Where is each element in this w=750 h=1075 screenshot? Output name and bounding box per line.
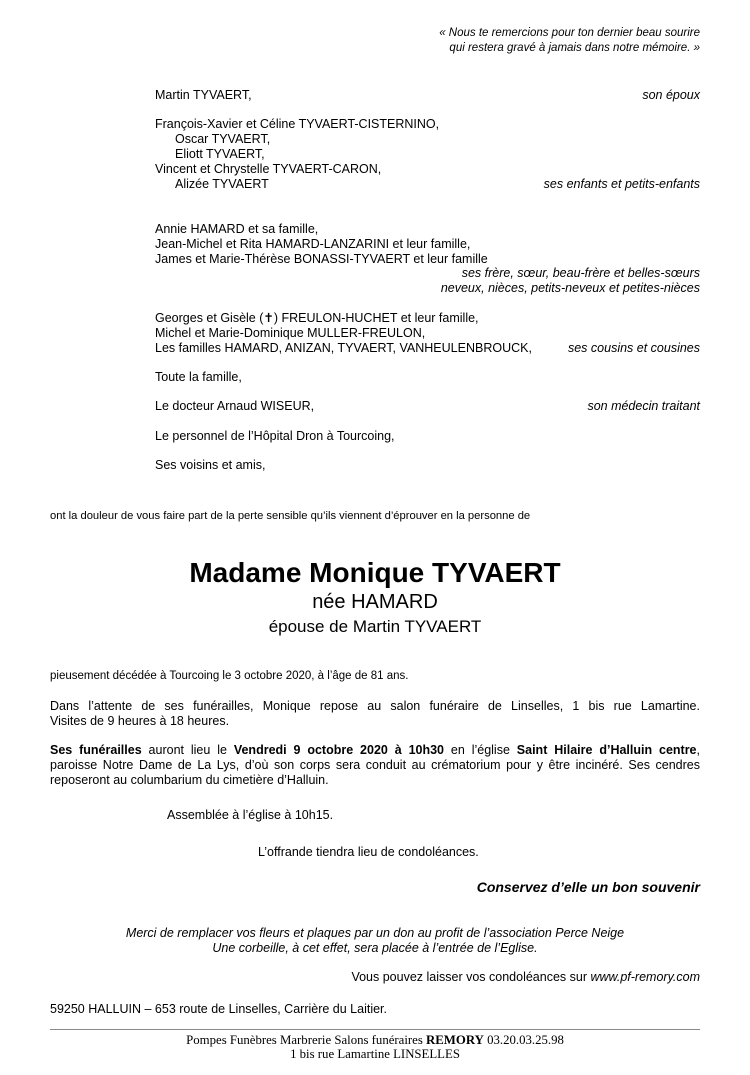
footer-address: 1 bis rue Lamartine LINSELLES — [290, 1047, 460, 1061]
cousin-name: Les familles HAMARD, ANIZAN, TYVAERT, VANHEULENBROUCK, — [155, 341, 532, 355]
gathering-time: Assemblée à l’église à 10h15. — [167, 808, 334, 822]
condolences-text: Vous pouvez laisser vos condoléances sur — [351, 970, 587, 984]
funeral-details-line — [50, 743, 700, 758]
spouse-relation: son époux — [642, 88, 700, 102]
deceased-name: Madame Monique TYVAERT — [189, 557, 561, 588]
child-name: Vincent et Chrystelle TYVAERT-CARON, — [155, 162, 382, 176]
epigraph-line: qui restera gravé à jamais dans notre mémoire. » — [449, 42, 700, 54]
children-relation: ses enfants et petits-enfants — [543, 177, 700, 191]
death-details: pieusement décédée à Tourcoing le 3 octobre 2020, à l’âge de 81 ans. — [50, 670, 409, 682]
donation-request: Une corbeille, à cet effet, sera placée à l’entrée de l’Eglise. — [212, 941, 538, 955]
hospital-staff-line: Le personnel de l’Hôpital Dron à Tourcoing, — [155, 429, 395, 443]
funeral-church: Saint Hilaire d’Halluin centre — [516, 743, 697, 757]
neighbours-line: Ses voisins et amis, — [155, 458, 266, 472]
cousin-name: Michel et Marie-Dominique MULLER-FREULON, — [155, 326, 426, 340]
maiden-name: née HAMARD — [312, 591, 438, 613]
condolences-note — [351, 970, 700, 985]
grandchild-name: Oscar TYVAERT, — [175, 132, 271, 146]
cousin-name: Georges et Gisèle (✝) FREULON-HUCHET et leur famille, — [155, 311, 479, 325]
funeral-text: auront lieu le — [148, 743, 227, 757]
funeral-label: Ses funérailles — [50, 743, 142, 757]
donation-request: Merci de remplacer vos fleurs et plaques par un don au profit de l’association Perce Neige — [125, 926, 625, 940]
footer-divider — [50, 1029, 700, 1030]
spouse-of-line: épouse de Martin TYVAERT — [268, 617, 482, 636]
child-name: François-Xavier et Céline TYVAERT-CISTERNINO, — [155, 117, 440, 131]
footer-company-line — [0, 1033, 750, 1047]
doctor-name: Le docteur Arnaud WISEUR, — [155, 399, 315, 413]
sibling-name: James et Marie-Thérèse BONASSI-TYVAERT et leur famille — [155, 252, 488, 266]
grandchild-name: Eliott TYVAERT, — [175, 147, 265, 161]
sibling-name: Annie HAMARD et sa famille, — [155, 222, 319, 236]
funeral-details-line: reposeront au columbarium du cimetière d’Halluin. — [50, 773, 329, 787]
epigraph-line: « Nous te remercions pour ton dernier beau sourire — [439, 27, 700, 39]
website-text: www.pf-remory.com — [590, 970, 700, 984]
funeral-details-line: paroisse Notre Dame de La Lys, d’où son corps sera conduit au crématorium pour y être incinéré. Ses cendres — [50, 758, 700, 772]
family-address: 59250 HALLUIN – 653 route de Linselles, Carrière du Laitier. — [50, 1002, 388, 1016]
sibling-name: Jean-Michel et Rita HAMARD-LANZARINI et leur famille, — [155, 237, 471, 251]
funeral-text: en l’église — [450, 743, 510, 757]
funeral-datetime: Vendredi 9 octobre 2020 à 10h30 — [233, 743, 445, 757]
spouse-name: Martin TYVAERT, — [155, 88, 252, 102]
grandchild-name: Alizée TYVAERT — [175, 177, 269, 191]
whole-family-line: Toute la famille, — [155, 370, 242, 384]
announcement-text: ont la douleur de vous faire part de la perte sensible qu’ils viennent d’éprouver en la personne de — [50, 510, 531, 522]
siblings-relation: neveux, nièces, petits-neveux et petites-nièces — [440, 281, 700, 295]
offering-note: L’offrande tiendra lieu de condoléances. — [258, 845, 479, 859]
footer-company: REMORY — [426, 1033, 484, 1047]
cousins-relation: ses cousins et cousines — [567, 341, 700, 355]
closing-phrase: Conservez d’elle un bon souvenir — [476, 879, 700, 895]
funeral-text: , — [696, 743, 700, 757]
repose-details: Dans l’attente de ses funérailles, Monique repose au salon funéraire de Linselles, 1 bis rue Lamartine. — [50, 699, 700, 713]
visiting-hours: Visites de 9 heures à 18 heures. — [50, 714, 230, 728]
footer-phone: 03.20.03.25.98 — [487, 1033, 564, 1047]
siblings-relation: ses frère, sœur, beau-frère et belles-sœurs — [461, 266, 700, 280]
doctor-relation: son médecin traitant — [587, 399, 700, 413]
footer-services: Pompes Funèbres Marbrerie Salons funéraires — [186, 1033, 423, 1047]
